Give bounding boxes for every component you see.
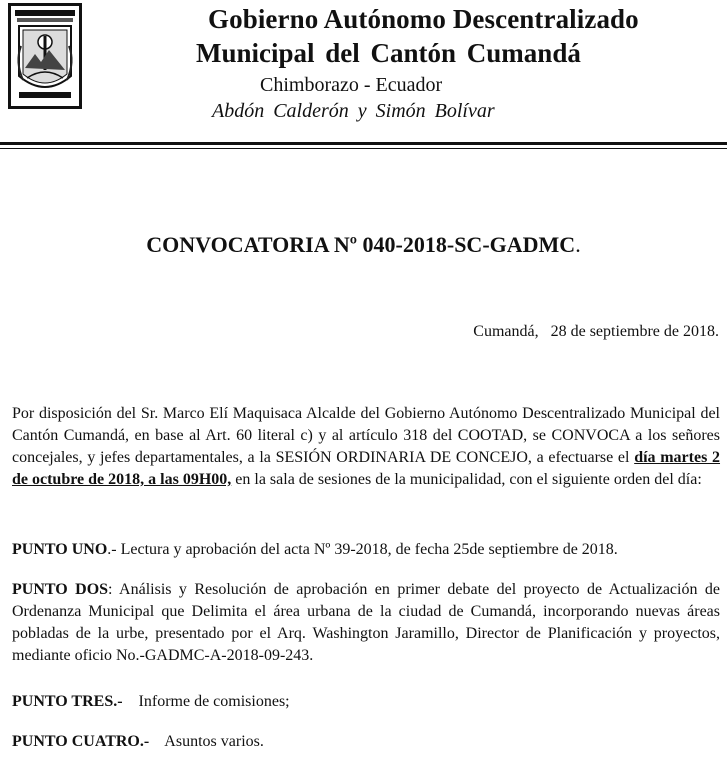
coat-of-arms-icon — [8, 3, 82, 109]
agenda-item-2 — [12, 579, 720, 667]
document-title — [0, 232, 727, 258]
intro-text-end: en la sala de sesiones de la municipalidad, con el siguiente orden del día: — [231, 471, 702, 488]
institution-location: Chimborazo - Ecuador — [260, 74, 443, 96]
agenda-item-label: PUNTO TRES.- — [12, 693, 123, 710]
intro-paragraph — [12, 403, 720, 491]
intro-text-start: Por disposición del Sr. Marco Elí Maquisaca Alcalde del Gobierno Autónomo Descentralizado Municipal del Cantón Cumandá, en base al Art. 60 literal c) y al artículo 318 del COOTAD, se CONVOCA a los señores concejales, y jefes departamentales, a la SESIÓN ORDINARIA DE CONCEJO, a efectuarse el — [12, 405, 720, 466]
header-divider-thick — [0, 142, 727, 145]
agenda-item-text: : Análisis y Resolución de aprobación en primer debate del proyecto de Actualización de Ordenanza Municipal que Delimita el área urbana de la ciudad de Cumandá, incorporando nuevas áreas pobladas de la urbe, presentado por el Arq. Washington Jaramillo, Director de Planificación y proyectos, mediante oficio No.-GADMC-A-2018-09-243. — [12, 581, 720, 664]
agenda-item-label: PUNTO CUATRO.- — [12, 733, 150, 750]
document-title-text: CONVOCATORIA Nº 040-2018-SC-GADMC — [146, 232, 576, 257]
agenda-item-text: .- Lectura y aprobación del acta Nº 39-2018, de fecha 25de septiembre de 2018. — [107, 541, 618, 558]
agenda-item-4 — [12, 731, 720, 753]
agenda-item-text: Informe de comisiones; — [122, 693, 290, 710]
agenda-item-3 — [12, 691, 720, 713]
agenda-item-text: Asuntos varios. — [149, 733, 264, 750]
agenda-item-label: PUNTO DOS — [12, 581, 109, 598]
agenda-item-label: PUNTO UNO — [12, 541, 108, 558]
document-title-period: . — [575, 232, 581, 257]
institution-name-line2: Municipal del Cantón Cumandá — [196, 38, 581, 68]
agenda-item-1 — [12, 539, 720, 561]
header-divider-thin — [0, 148, 727, 149]
institution-name-line1: Gobierno Autónomo Descentralizado — [208, 4, 639, 34]
session-date-emphasis: día martes 2 de octubre de 2018, a las 09H00, — [12, 449, 721, 488]
document-date: Cumandá, 28 de septiembre de 2018. — [473, 323, 719, 340]
institution-motto: Abdón Calderón y Simón Bolívar — [212, 100, 495, 122]
